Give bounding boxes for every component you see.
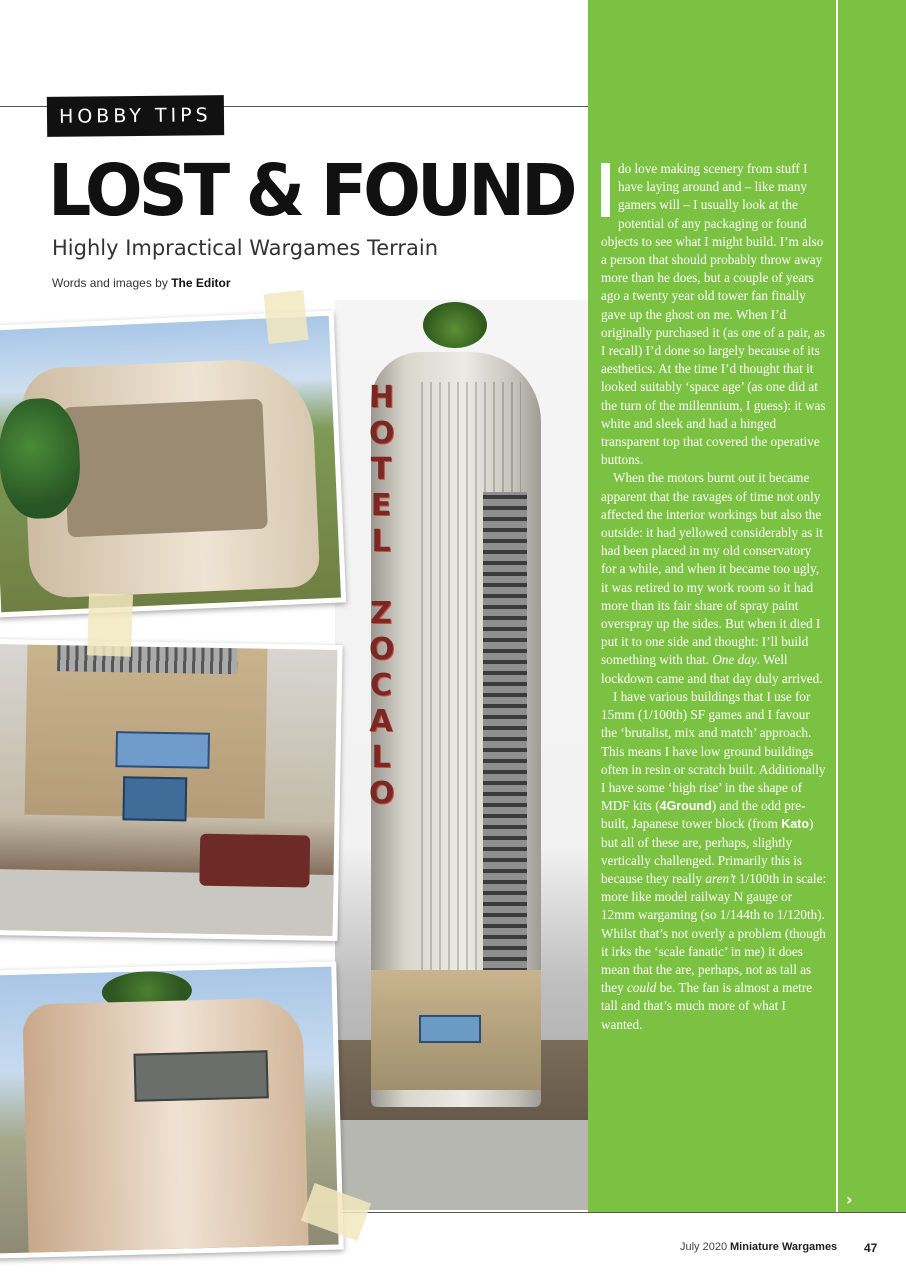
tower-top-sign: [134, 1050, 269, 1101]
italic-text: could: [627, 980, 657, 996]
paragraph-text: be. The fan is almost a metre tall and that’s much more of what I wanted.: [601, 980, 813, 1032]
article-paragraph: [601, 688, 829, 1034]
street-vent: [57, 645, 237, 674]
article-body: [601, 160, 829, 1034]
dropcap-i: [601, 163, 610, 217]
paragraph-text: ) but all of these are, perhaps, slightly vertically challenged. Primarily this is because they really: [601, 816, 814, 886]
paragraph-text: . Well lockdown came and that day duly arrived.: [601, 652, 823, 686]
tower-grille: [483, 492, 527, 972]
tower-sign-plate: [419, 1015, 481, 1043]
photo-tower-top: [0, 961, 344, 1258]
photo-street-level: [0, 639, 343, 941]
street-door: [122, 776, 187, 821]
paragraph-text: do love making scenery from stuff I have laying around and – like many gamers will – I usually look at the potential of any packaging or found objects to see what I might build. I’m also a person that should probably throw away more than he does, but a couple of years ago a twenty year old tower fan finally gave up the ghost on me. When I’d originally purchased it (as one of a pair, as I recall) I’d done so largely because of its aesthetics. At the time I’d thought that it looked suitably ‘space age’ (as one did at the turn of the millennium, I guess): it was white and sleek and had a hinged transparent top that covered the operative buttons.: [601, 161, 826, 468]
paragraph-text: 1/100th in scale: more like model railway N gauge or 12mm wargaming (so 1/144th to 1/120th). Whilst that’s not overly a problem (though it irks the ‘scale fanatic’ in me) it does mean that the are, perhaps, not as tall as they: [601, 870, 827, 996]
paragraph-text: When the motors burnt out it became apparent that the ravages of time not only affected the interior workings but also the outside: it had yellowed considerably as it had been placed in my old conservatory for a while, and when it became too ugly, it was retired to my work room so it had more than its fair share of spray paint overspray up the sides. But when it died I put it to one side and thought: I’ll build something with that.: [601, 470, 823, 668]
byline-author: The Editor: [171, 276, 231, 290]
subtitle: Highly Impractical Wargames Terrain: [52, 236, 439, 260]
street-vehicle: [199, 834, 310, 888]
continue-arrow-icon: ›: [846, 1190, 853, 1209]
tower-photo: [335, 300, 588, 1210]
tower-bush: [423, 302, 487, 348]
byline-prefix: Words and images by: [52, 276, 168, 290]
street-sign: [115, 731, 210, 769]
column-divider: [836, 0, 838, 1212]
hotel-sign-lettering: H O T E L Z O C A L O: [369, 380, 395, 811]
brand-name: Kato: [781, 817, 809, 832]
italic-text: aren’t: [705, 870, 736, 886]
byline: [52, 276, 231, 290]
paragraph-text: ) and the odd pre-built, Japanese tower block (from: [601, 798, 806, 832]
tape-strip: [263, 290, 308, 344]
brand-name: 4Ground: [659, 799, 712, 814]
headline: LOST & FOUND: [48, 150, 574, 233]
photo-rooftop: [0, 311, 346, 618]
magazine-name: Miniature Wargames: [730, 1241, 838, 1253]
section-tag: HOBBY TIPS: [47, 95, 224, 137]
issue-date: July 2020: [680, 1241, 728, 1253]
article-paragraph: [601, 160, 829, 469]
article-paragraph: [601, 469, 829, 687]
paragraph-text: I have various buildings that I use for 15mm (1/100th) SF games and I favour the ‘brutalist, mix and match’ approach. This means I have low ground buildings often in resin or scratch built. Additionally I have some ‘high rise’ in the shape of MDF kits (: [601, 688, 826, 814]
tower-top-block: [22, 997, 309, 1253]
tape-strip: [87, 593, 133, 656]
page-number: 47: [864, 1241, 878, 1255]
tower-road: [335, 1120, 588, 1210]
rooftop-floor: [62, 399, 267, 538]
italic-text: One day: [712, 652, 757, 668]
